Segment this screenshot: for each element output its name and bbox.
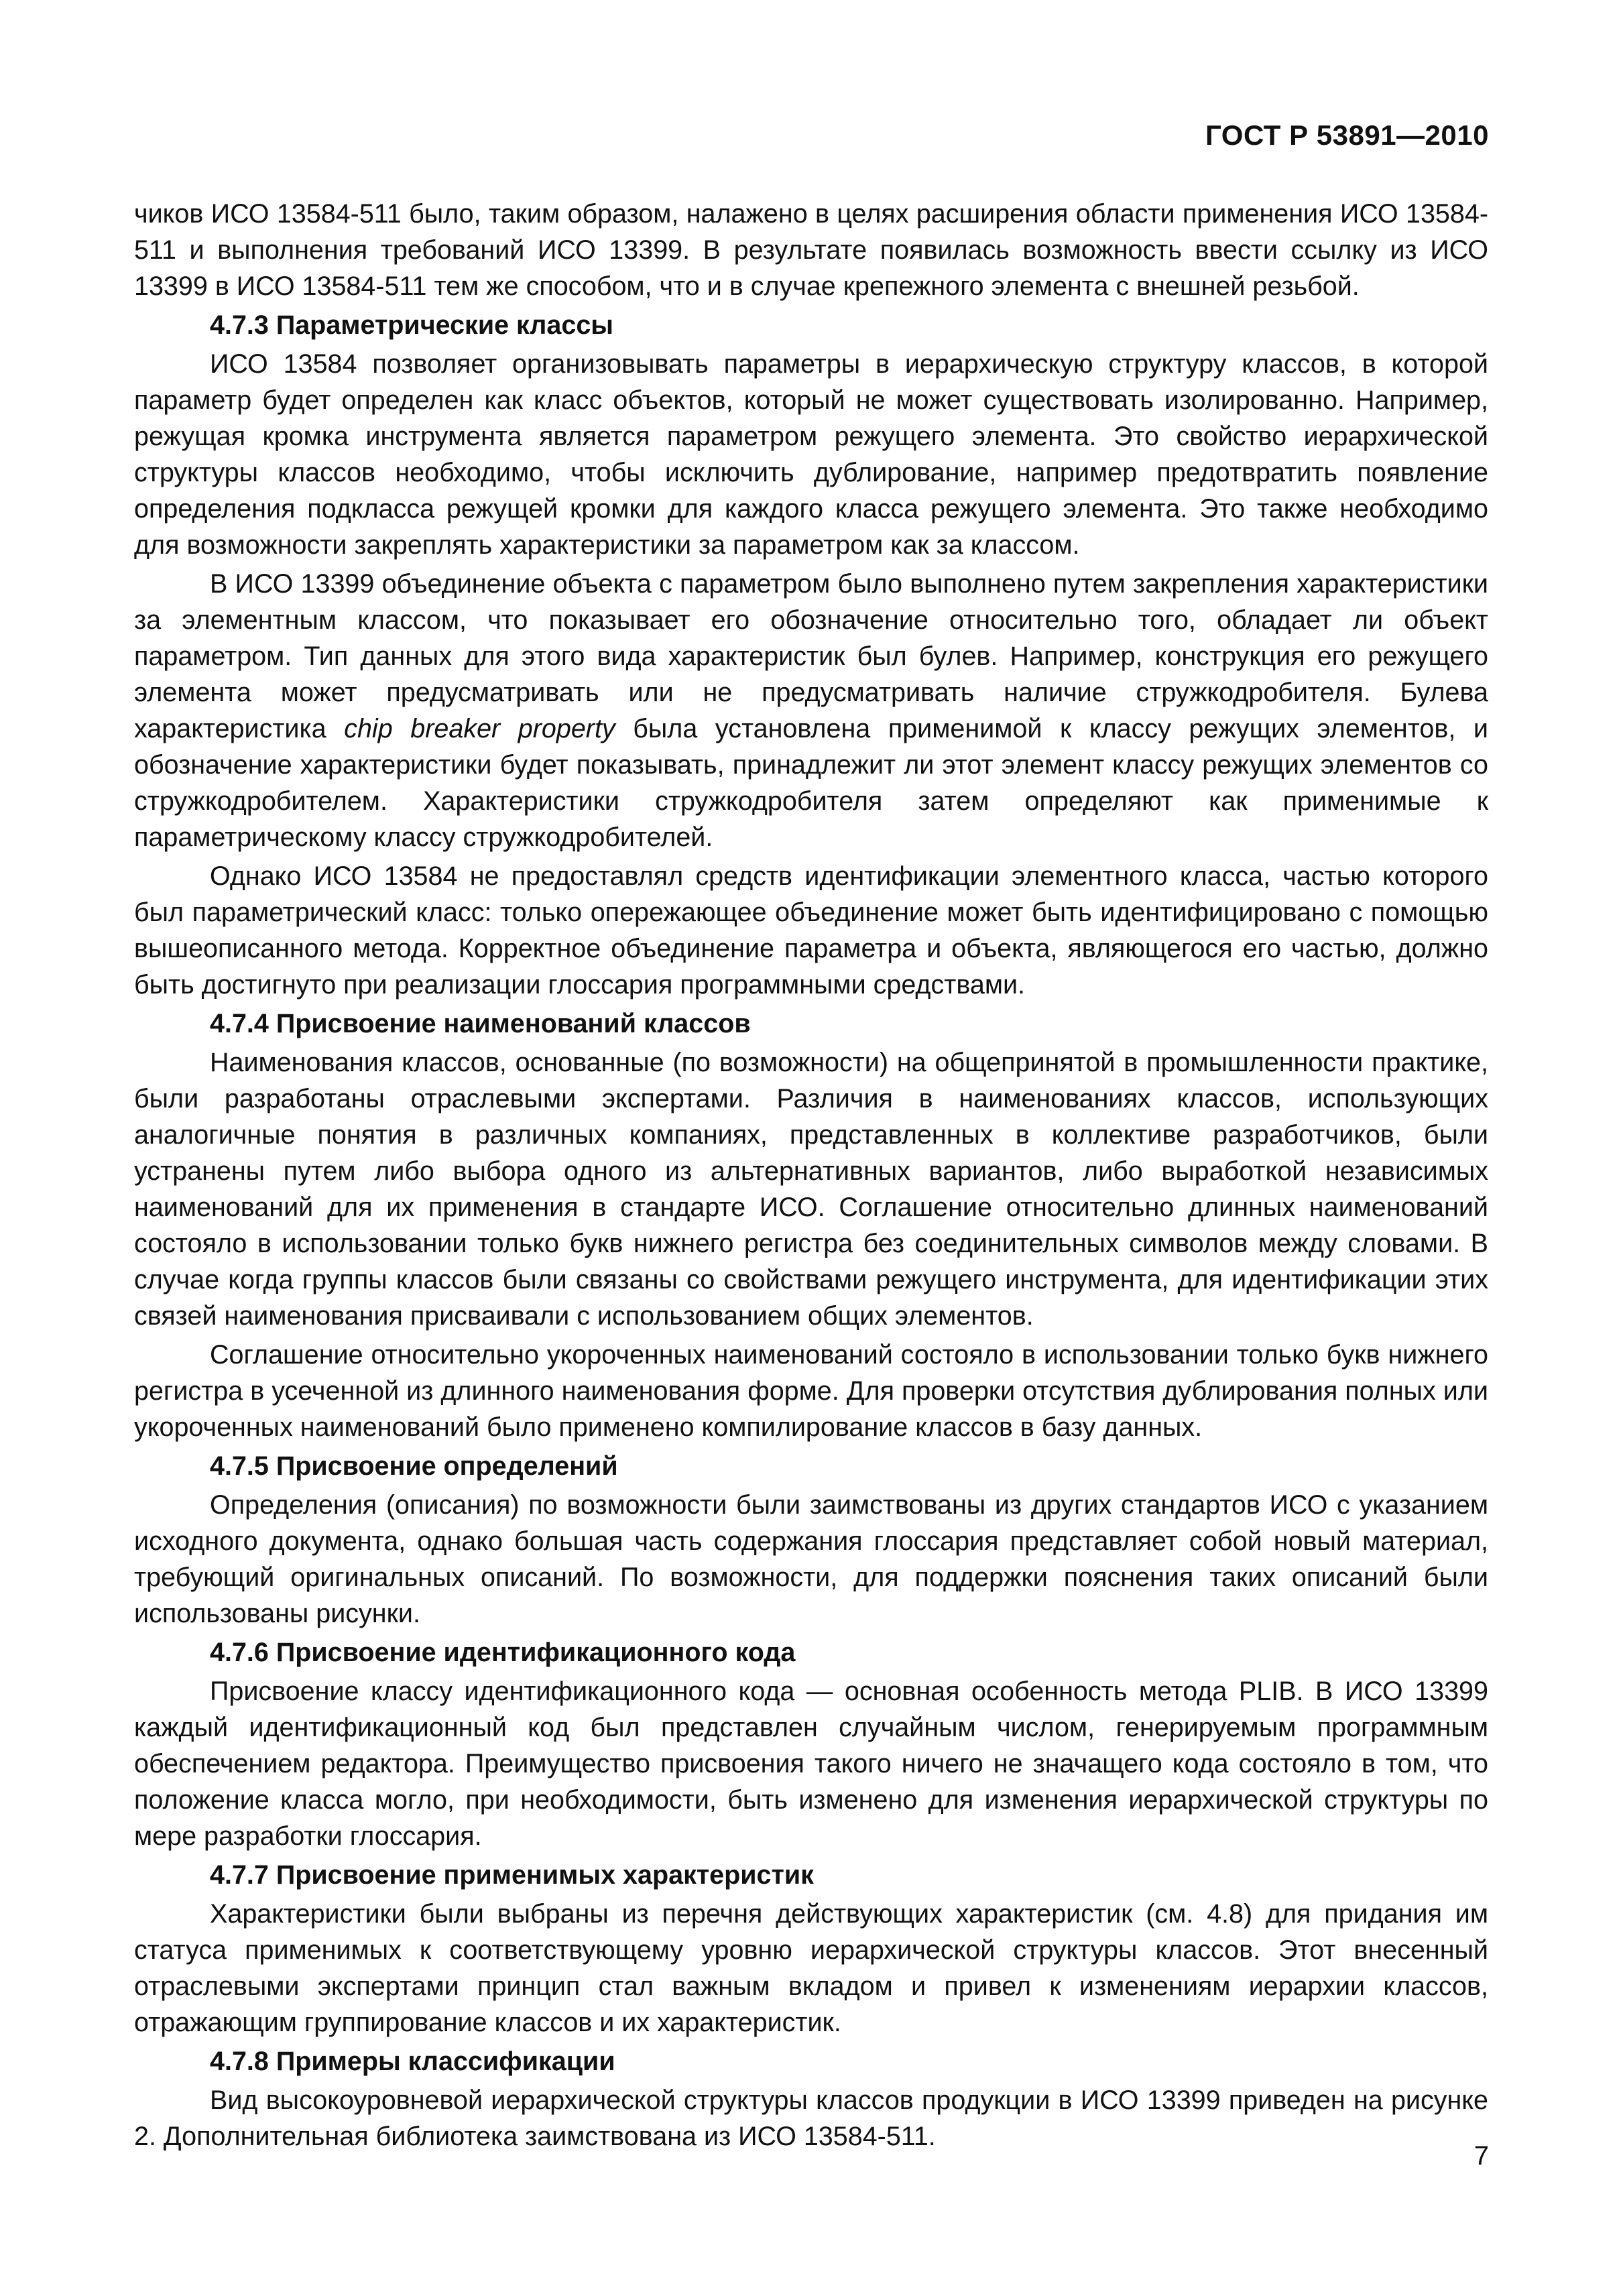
section-heading-4-7-6: 4.7.6 Присвоение идентификационного кода xyxy=(210,1638,796,1667)
paragraph: Определения (описания) по возможности были заимствованы из других стандартов ИСО с указанием исходного документа, однако большая часть содержания глоссария представляет собой новый материал, требующий оригинальных описаний. По возможности, для поддержки пояснения таких описаний были использованы рисунки. xyxy=(134,1490,1488,1628)
page-number: 7 xyxy=(1474,2141,1489,2171)
paragraph-text: была установлена применимой к классу режущих элементов, и обозначение характеристики будет показывать, принадлежит ли этот элемент классу режущих элементов со стружкодробителем. Характеристики стружкодробителя затем определяют как применимые к параметрическому классу стружкодробителей. xyxy=(134,714,1488,852)
paragraph: Присвоение классу идентификационного кода — основная особенность метода PLIB. В ИСО 13399 каждый идентификационный код был представлен случайным числом, генерируемым программным обеспечением редактора. Преимущество присвоения такого ничего не значащего кода состояло в том, что положение класса могло, при необходимости, быть изменено для изменения иерархической структуры по мере разработки глоссария. xyxy=(134,1677,1488,1851)
paragraph-text: В ИСО 13399 объединение объекта с параметром было выполнено путем закрепления характеристики за элементным классом, что показывает его обозначение относительно того, обладает ли объект параметром. Тип данных для этого вида характеристик был булев. Например, конструкция его режущего элемента может предусматривать или не предусматривать наличие стружкодробителя. Булева характеристика xyxy=(134,569,1488,743)
section-heading-4-7-3: 4.7.3 Параметрические классы xyxy=(210,310,614,340)
paragraph: Вид высокоуровневой иерархической структуры классов продукции в ИСО 13399 приведен на рисунке 2. Дополнительная библиотека заимствована из ИСО 13584-511. xyxy=(134,2086,1488,2151)
section-heading-4-7-7: 4.7.7 Присвоение применимых характеристик xyxy=(210,1860,814,1890)
section-heading-4-7-8: 4.7.8 Примеры классификации xyxy=(210,2047,615,2076)
paragraph: Однако ИСО 13584 не предоставлял средств идентификации элементного класса, частью которого был параметрический класс: только опережающее объединение может быть идентифицировано с помощью вышеописанного метода. Корректное объединение параметра и объекта, являющегося его частью, должно быть достигнуто при реализации глоссария программными средствами. xyxy=(134,861,1488,1000)
paragraph: Характеристики были выбраны из перечня действующих характеристик (см. 4.8) для придания им статуса применимых к соответствующему уровню иерархической структуры классов. Этот внесенный отраслевыми экспертами принцип стал важным вкладом и привел к изменениям иерархии классов, отражающим группирование классов и их характеристик. xyxy=(134,1899,1488,2037)
paragraph: Наименования классов, основанные (по возможности) на общепринятой в промышленности практике, были разработаны отраслевыми экспертами. Различия в наименованиях классов, использующих аналогичные понятия в различных компаниях, представленных в коллективе разработчиков, были устранены путем либо выбора одного из альтернативных вариантов, либо выработкой независимых наименований для их применения в стандарте ИСО. Соглашение относительно длинных наименований состояло в использовании только букв нижнего регистра без соединительных символов между словами. В случае когда группы классов были связаны со свойствами режущего инструмента, для идентификации этих связей наименования присваивали с использованием общих элементов. xyxy=(134,1048,1488,1331)
intro-paragraph: чиков ИСО 13584-511 было, таким образом, налажено в целях расширения области применения ИСО 13584-511 и выполнения требований ИСО 13399. В результате появилась возможность ввести ссылку из ИСО 13399 в ИСО 13584-511 тем же способом, что и в случае крепежного элемента с внешней резьбой. xyxy=(134,199,1488,301)
section-heading-4-7-4: 4.7.4 Присвоение наименований классов xyxy=(210,1009,751,1038)
paragraph: ИСО 13584 позволяет организовывать параметры в иерархическую структуру классов, в которой параметр будет определен как класс объектов, который не может существовать изолированно. Например, режущая кромка инструмента является параметром режущего элемента. Это свойство иерархической структуры классов необходимо, чтобы исключить дублирование, например предотвратить появление определения подкласса режущей кромки для каждого класса режущего элемента. Это также необходимо для возможности закреплять характеристики за параметром как за классом. xyxy=(134,349,1488,560)
document-body xyxy=(134,196,1488,2157)
paragraph xyxy=(134,566,1488,855)
italic-term: chip breaker property xyxy=(344,714,615,743)
section-heading-4-7-5: 4.7.5 Присвоение определений xyxy=(210,1451,618,1481)
document-code-header: ГОСТ Р 53891—2010 xyxy=(1205,119,1489,151)
paragraph: Соглашение относительно укороченных наименований состояло в использовании только букв нижнего регистра в усеченной из длинного наименования форме. Для проверки отсутствия дублирования полных или укороченных наименований было применено компилирование классов в базу данных. xyxy=(134,1340,1488,1442)
